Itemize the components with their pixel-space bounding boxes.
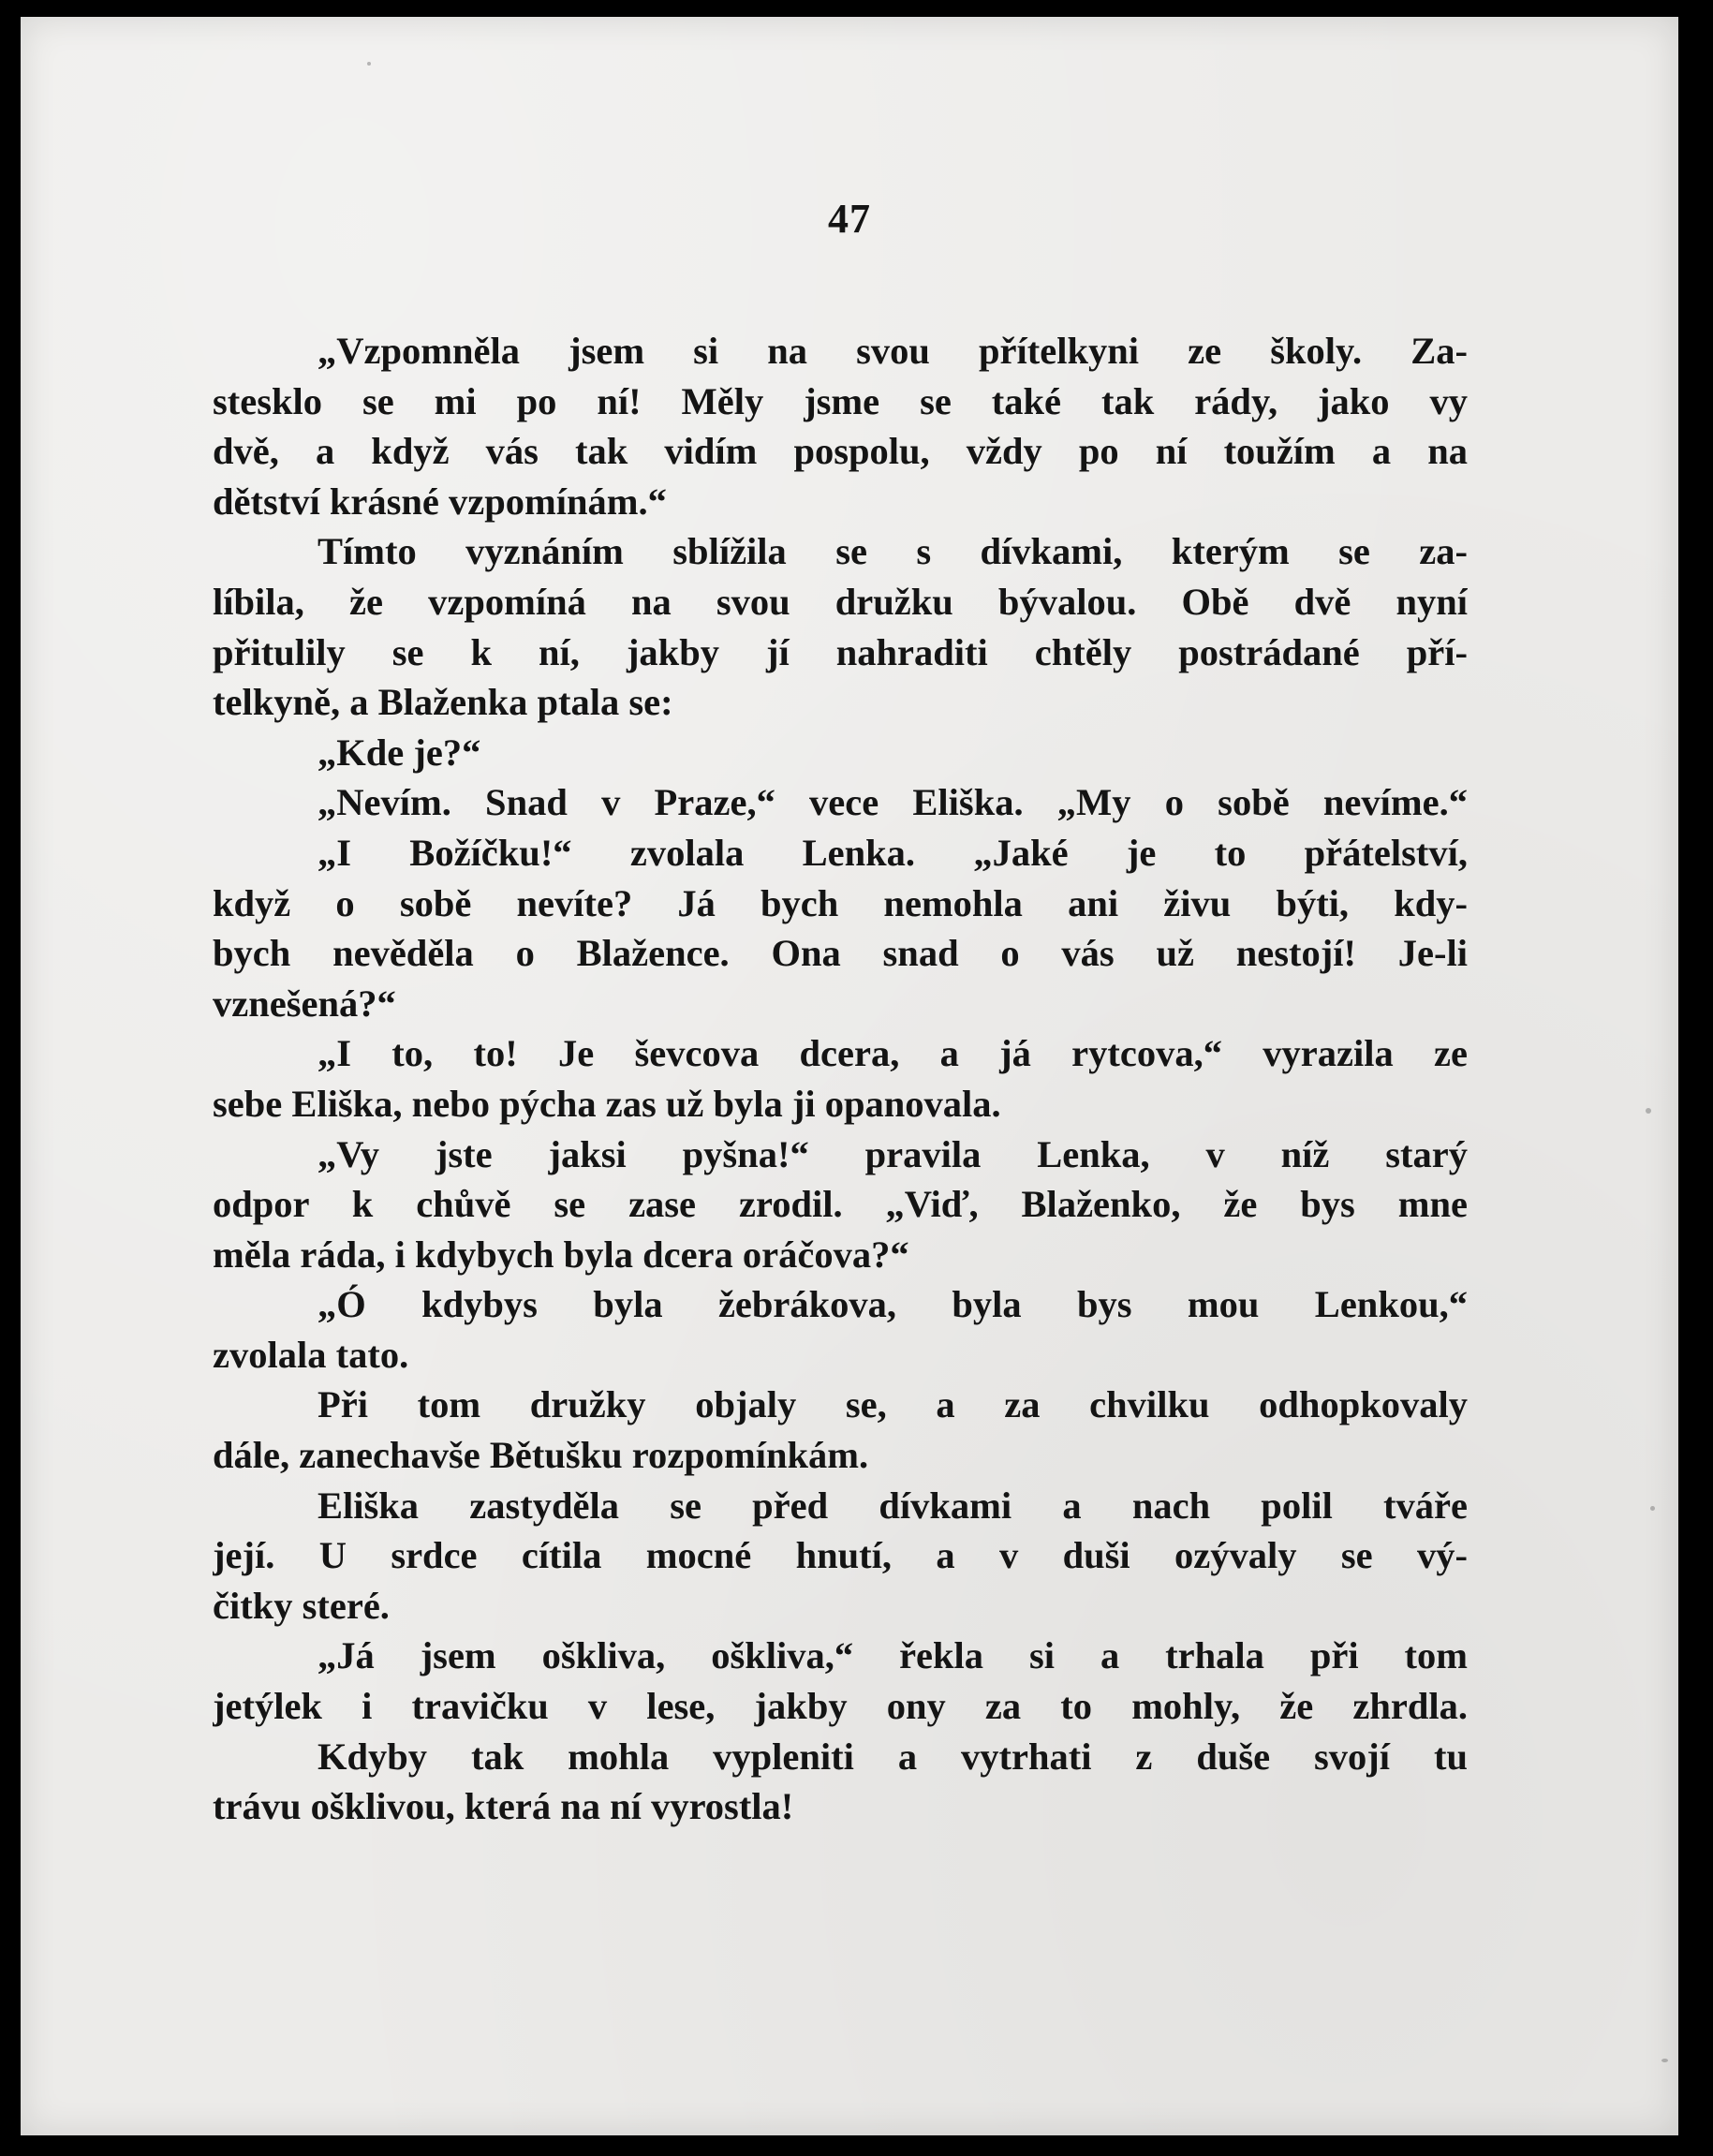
scan-speck (1646, 1108, 1651, 1114)
text-line: „Vzpomněla jsem si na svou přítelkyni ze školy. Za- (317, 330, 1468, 372)
text-line: bych nevěděla o Blažence. Ona snad o vás už nestojí! Je-li (213, 932, 1468, 975)
text-line: zvolala tato. (213, 1333, 409, 1376)
text-line: trávu ošklivou, která na ní vyrostla! (213, 1785, 794, 1828)
text-line: dvě, a když vás tak vidím pospolu, vždy po ní toužím a na (213, 430, 1468, 473)
text-line: dále, zanechavše Bětušku rozpomínkám. (213, 1434, 869, 1477)
text-line: měla ráda, i kdybych byla dcera oráčova?“ (213, 1233, 909, 1276)
text-line: stesklo se mi po ní! Měly jsme se také tak rády, jako vy (213, 379, 1468, 422)
text-line: dětství krásné vzpomínám.“ (213, 480, 667, 523)
text-line: přitulily se k ní, jakby jí nahraditi chtěly postrádané pří- (213, 630, 1468, 673)
text-line: „I to, to! Je ševcova dcera, a já rytcova,“ vyrazila ze (317, 1032, 1468, 1075)
text-line: když o sobě nevíte? Já bych nemohla ani živu býti, kdy- (213, 881, 1468, 924)
text-line: Eliška zastyděla se před dívkami a nach polil tváře (317, 1484, 1468, 1527)
text-line: líbila, že vzpomíná na svou družku bývalou. Obě dvě nyní (213, 580, 1468, 623)
page-number: 47 (828, 196, 871, 242)
text-line: její. U srdce cítila mocné hnutí, a v duši ozývaly se vý- (213, 1534, 1468, 1577)
scan-speck (367, 62, 371, 66)
text-line: telkyně, a Blaženka ptala se: (213, 681, 673, 724)
text-line: čitky steré. (213, 1584, 390, 1627)
text-line: „Vy jste jaksi pyšna!“ pravila Lenka, v níž starý (317, 1132, 1468, 1175)
text-line: Při tom družky objaly se, a za chvilku odhopkovaly (317, 1383, 1468, 1426)
text-line: „I Božíčku!“ zvolala Lenka. „Jaké je to přátelství, (317, 831, 1468, 874)
text-line: vznešená?“ (213, 982, 396, 1025)
text-line: sebe Eliška, nebo pýcha zas už byla ji opanovala. (213, 1082, 1001, 1125)
text-line: „Já jsem oškliva, oškliva,“ řekla si a trhala při tom (317, 1634, 1468, 1677)
scan-speck (1650, 1506, 1655, 1511)
text-line: Tímto vyznáním sblížila se s dívkami, kterým se za- (317, 530, 1468, 573)
book-page (21, 17, 1678, 2135)
body-text (213, 326, 1468, 1832)
text-line: „Ó kdybys byla žebrákova, byla bys mou Lenkou,“ (317, 1283, 1468, 1326)
text-line: „Kde je?“ (317, 731, 481, 774)
scan-speck (1661, 2059, 1668, 2062)
text-line: Kdyby tak mohla vypleniti a vytrhati z duše svojí tu (317, 1735, 1468, 1778)
text-line: „Nevím. Snad v Praze,“ vece Eliška. „My o sobě nevíme.“ (317, 781, 1468, 824)
text-line: odpor k chůvě se zase zrodil. „Viď, Blaženko, že bys mne (213, 1183, 1468, 1226)
text-line: jetýlek i travičku v lese, jakby ony za to mohly, že zhrdla. (213, 1685, 1468, 1728)
